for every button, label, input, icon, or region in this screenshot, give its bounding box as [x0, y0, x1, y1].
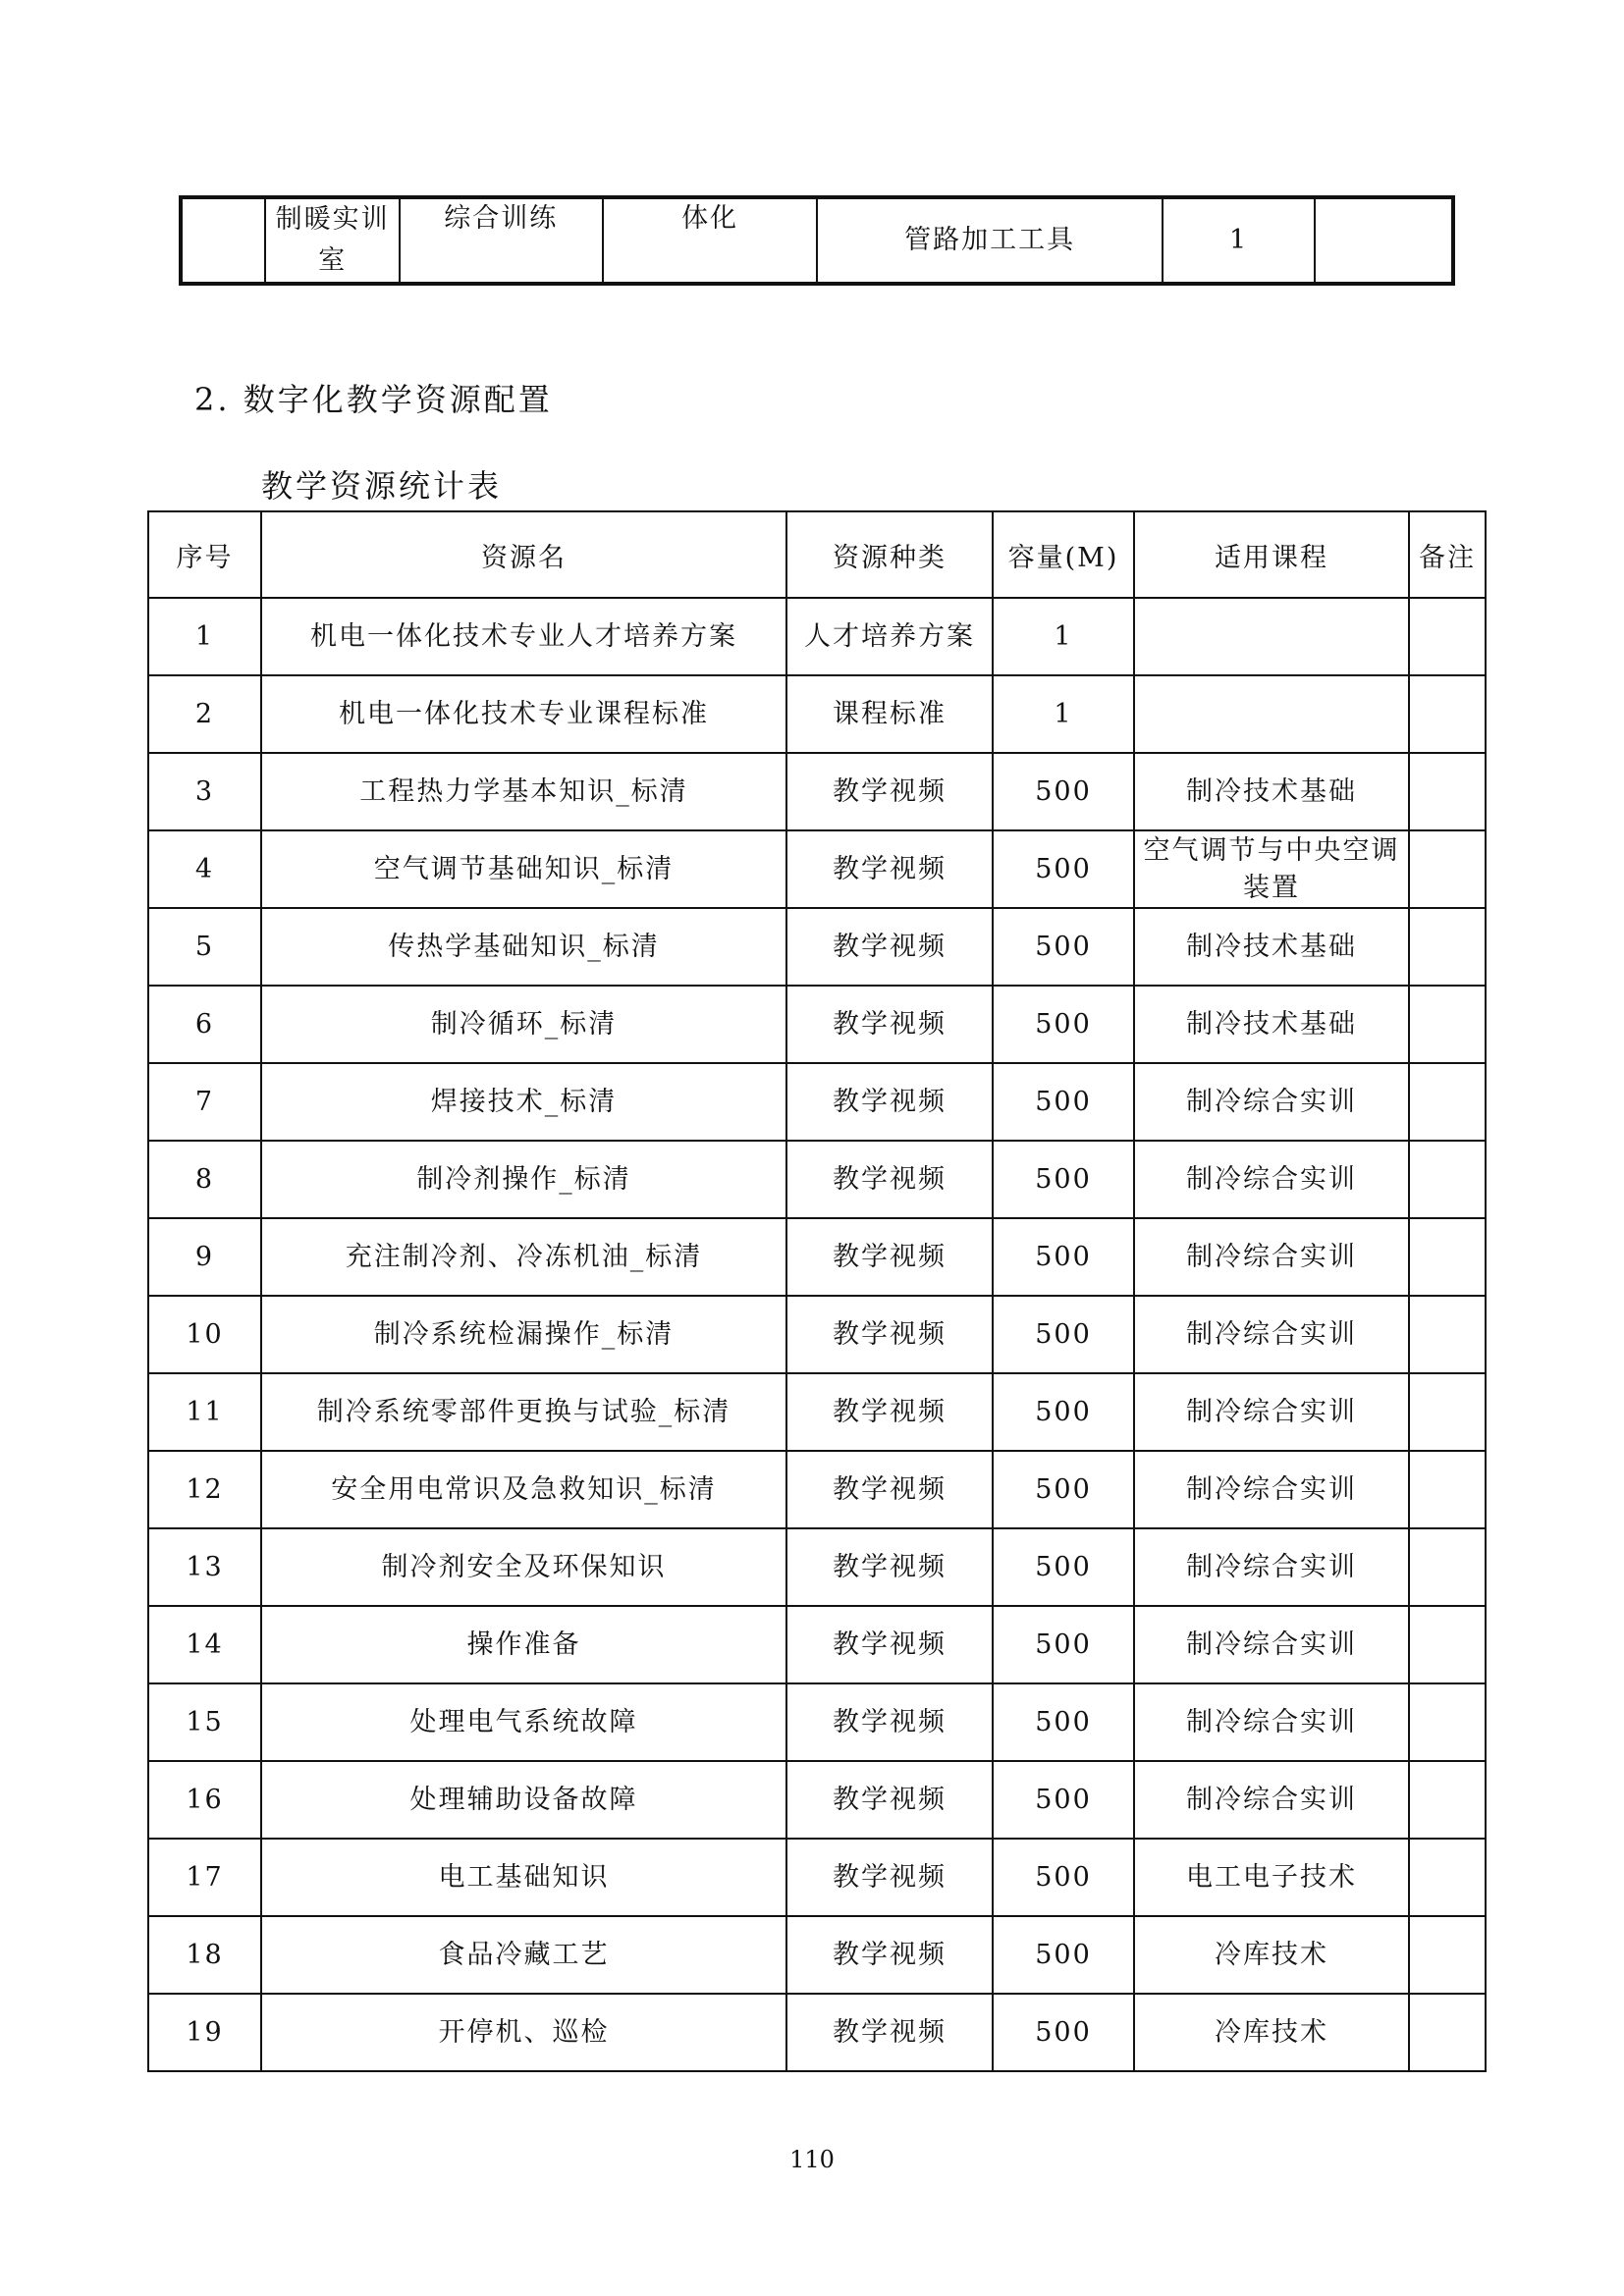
- cell-size: 500: [993, 1451, 1134, 1528]
- cell-type: 教学视频: [786, 986, 993, 1063]
- cell-note: [1409, 1994, 1486, 2071]
- cell-note: [1409, 1683, 1486, 1761]
- cell-size: 500: [993, 1606, 1134, 1683]
- cell-note: [1409, 1606, 1486, 1683]
- cell-size: 500: [993, 1916, 1134, 1994]
- table-row: [148, 675, 1486, 753]
- table-row: [148, 1916, 1486, 1994]
- table-row: [148, 1839, 1486, 1916]
- cell-no: 16: [148, 1761, 261, 1839]
- cell-course: 制冷综合实训: [1134, 1218, 1409, 1296]
- cell-type: 教学视频: [786, 1916, 993, 1994]
- cell-name: 安全用电常识及急救知识_标清: [261, 1451, 786, 1528]
- cell-name: 处理电气系统故障: [261, 1683, 786, 1761]
- cell-type: 课程标准: [786, 675, 993, 753]
- cell-name: 制冷剂操作_标清: [261, 1141, 786, 1218]
- cell-course: 制冷技术基础: [1134, 753, 1409, 830]
- cell-no: 5: [148, 908, 261, 986]
- cell-size: 500: [993, 1528, 1134, 1606]
- table-cell: 管路加工工具: [817, 197, 1162, 284]
- cell-type: 教学视频: [786, 1606, 993, 1683]
- cell-type: 教学视频: [786, 1839, 993, 1916]
- cell-size: 500: [993, 1994, 1134, 2071]
- cell-type: 教学视频: [786, 1373, 993, 1451]
- table-row: [148, 598, 1486, 675]
- cell-note: [1409, 1373, 1486, 1451]
- cell-course: 制冷综合实训: [1134, 1141, 1409, 1218]
- cell-type: 教学视频: [786, 753, 993, 830]
- table-row: [148, 1528, 1486, 1606]
- page-number: 110: [789, 2146, 835, 2173]
- cell-name: 充注制冷剂、冷冻机油_标清: [261, 1218, 786, 1296]
- table-cell: 1: [1163, 197, 1316, 284]
- header-type: 资源种类: [786, 511, 993, 598]
- cell-type: 教学视频: [786, 1761, 993, 1839]
- cell-note: [1409, 1063, 1486, 1141]
- cell-no: 15: [148, 1683, 261, 1761]
- header-note: 备注: [1409, 511, 1486, 598]
- cell-name: 制冷循环_标清: [261, 986, 786, 1063]
- cell-size: 500: [993, 753, 1134, 830]
- cell-size: 500: [993, 1373, 1134, 1451]
- cell-no: 8: [148, 1141, 261, 1218]
- cell-name: 制冷系统零部件更换与试验_标清: [261, 1373, 786, 1451]
- cell-size: 500: [993, 1063, 1134, 1141]
- cell-no: 2: [148, 675, 261, 753]
- cell-name: 工程热力学基本知识_标清: [261, 753, 786, 830]
- cell-note: [1409, 753, 1486, 830]
- cell-course: 制冷综合实训: [1134, 1528, 1409, 1606]
- cell-no: 3: [148, 753, 261, 830]
- cell-course: [1134, 675, 1409, 753]
- table-caption: 教学资源统计表: [261, 467, 503, 505]
- cell-name: 焊接技术_标清: [261, 1063, 786, 1141]
- table-row: [148, 1606, 1486, 1683]
- cell-note: [1409, 1839, 1486, 1916]
- table-header-row: [148, 511, 1486, 598]
- cell-note: [1409, 598, 1486, 675]
- table-row: [148, 1218, 1486, 1296]
- cell-type: 教学视频: [786, 1296, 993, 1373]
- equipment-table-continuation: [179, 195, 1455, 286]
- table-cell: 体化: [603, 197, 818, 284]
- resource-statistics-table: [147, 510, 1487, 2072]
- cell-note: [1409, 1141, 1486, 1218]
- cell-no: 19: [148, 1994, 261, 2071]
- cell-size: 1: [993, 598, 1134, 675]
- cell-type: 教学视频: [786, 1994, 993, 2071]
- table-row: [148, 1373, 1486, 1451]
- cell-name: 制冷剂安全及环保知识: [261, 1528, 786, 1606]
- cell-size: 500: [993, 1141, 1134, 1218]
- cell-no: 18: [148, 1916, 261, 1994]
- cell-type: 教学视频: [786, 1683, 993, 1761]
- table-row: [181, 197, 1453, 284]
- cell-note: [1409, 1218, 1486, 1296]
- table-cell: 综合训练: [400, 197, 603, 284]
- cell-no: 14: [148, 1606, 261, 1683]
- table-row: [148, 1994, 1486, 2071]
- cell-name: 制冷系统检漏操作_标清: [261, 1296, 786, 1373]
- cell-no: 4: [148, 830, 261, 908]
- cell-course: 空气调节与中央空调装置: [1134, 830, 1409, 908]
- table-cell: [1315, 197, 1453, 284]
- header-no: 序号: [148, 511, 261, 598]
- header-name: 资源名: [261, 511, 786, 598]
- cell-size: 500: [993, 1761, 1134, 1839]
- cell-no: 11: [148, 1373, 261, 1451]
- table-row: [148, 1683, 1486, 1761]
- cell-name: 机电一体化技术专业人才培养方案: [261, 598, 786, 675]
- cell-course: 电工电子技术: [1134, 1839, 1409, 1916]
- cell-size: 500: [993, 1839, 1134, 1916]
- cell-size: 500: [993, 830, 1134, 908]
- cell-course: [1134, 598, 1409, 675]
- cell-note: [1409, 986, 1486, 1063]
- cell-name: 空气调节基础知识_标清: [261, 830, 786, 908]
- table-cell: 制暖实训室: [265, 197, 400, 284]
- cell-no: 6: [148, 986, 261, 1063]
- cell-type: 人才培养方案: [786, 598, 993, 675]
- table-row: [148, 1761, 1486, 1839]
- cell-course: 冷库技术: [1134, 1916, 1409, 1994]
- cell-note: [1409, 830, 1486, 908]
- cell-note: [1409, 1916, 1486, 1994]
- cell-size: 500: [993, 1296, 1134, 1373]
- cell-course: 制冷技术基础: [1134, 986, 1409, 1063]
- header-size: 容量(M): [993, 511, 1134, 598]
- cell-name: 开停机、巡检: [261, 1994, 786, 2071]
- cell-course: 制冷综合实训: [1134, 1373, 1409, 1451]
- cell-name: 传热学基础知识_标清: [261, 908, 786, 986]
- cell-course: 制冷综合实训: [1134, 1761, 1409, 1839]
- cell-note: [1409, 1296, 1486, 1373]
- cell-course: 制冷综合实训: [1134, 1683, 1409, 1761]
- cell-size: 500: [993, 1683, 1134, 1761]
- cell-size: 500: [993, 1218, 1134, 1296]
- cell-size: 1: [993, 675, 1134, 753]
- table-cell: [181, 197, 265, 284]
- cell-note: [1409, 1451, 1486, 1528]
- table-row: [148, 986, 1486, 1063]
- cell-course: 制冷技术基础: [1134, 908, 1409, 986]
- table-row: [148, 1451, 1486, 1528]
- cell-name: 处理辅助设备故障: [261, 1761, 786, 1839]
- cell-no: 7: [148, 1063, 261, 1141]
- cell-course: 制冷综合实训: [1134, 1606, 1409, 1683]
- cell-type: 教学视频: [786, 830, 993, 908]
- cell-no: 9: [148, 1218, 261, 1296]
- cell-no: 17: [148, 1839, 261, 1916]
- cell-note: [1409, 675, 1486, 753]
- cell-course: 制冷综合实训: [1134, 1063, 1409, 1141]
- cell-type: 教学视频: [786, 908, 993, 986]
- table-row: [148, 1296, 1486, 1373]
- cell-note: [1409, 1761, 1486, 1839]
- table-row: [148, 1063, 1486, 1141]
- cell-no: 13: [148, 1528, 261, 1606]
- table-row: [148, 908, 1486, 986]
- cell-course: 冷库技术: [1134, 1994, 1409, 2071]
- cell-type: 教学视频: [786, 1063, 993, 1141]
- cell-type: 教学视频: [786, 1528, 993, 1606]
- cell-name: 电工基础知识: [261, 1839, 786, 1916]
- section-heading: 2. 数字化教学资源配置: [194, 381, 553, 418]
- cell-course: 制冷综合实训: [1134, 1451, 1409, 1528]
- cell-note: [1409, 908, 1486, 986]
- cell-name: 食品冷藏工艺: [261, 1916, 786, 1994]
- cell-size: 500: [993, 908, 1134, 986]
- cell-no: 12: [148, 1451, 261, 1528]
- cell-size: 500: [993, 986, 1134, 1063]
- table-row: [148, 1141, 1486, 1218]
- table-row: [148, 753, 1486, 830]
- cell-type: 教学视频: [786, 1218, 993, 1296]
- cell-type: 教学视频: [786, 1451, 993, 1528]
- cell-name: 机电一体化技术专业课程标准: [261, 675, 786, 753]
- cell-no: 1: [148, 598, 261, 675]
- cell-name: 操作准备: [261, 1606, 786, 1683]
- cell-course: 制冷综合实训: [1134, 1296, 1409, 1373]
- cell-note: [1409, 1528, 1486, 1606]
- cell-type: 教学视频: [786, 1141, 993, 1218]
- table-row: [148, 830, 1486, 908]
- header-course: 适用课程: [1134, 511, 1409, 598]
- cell-no: 10: [148, 1296, 261, 1373]
